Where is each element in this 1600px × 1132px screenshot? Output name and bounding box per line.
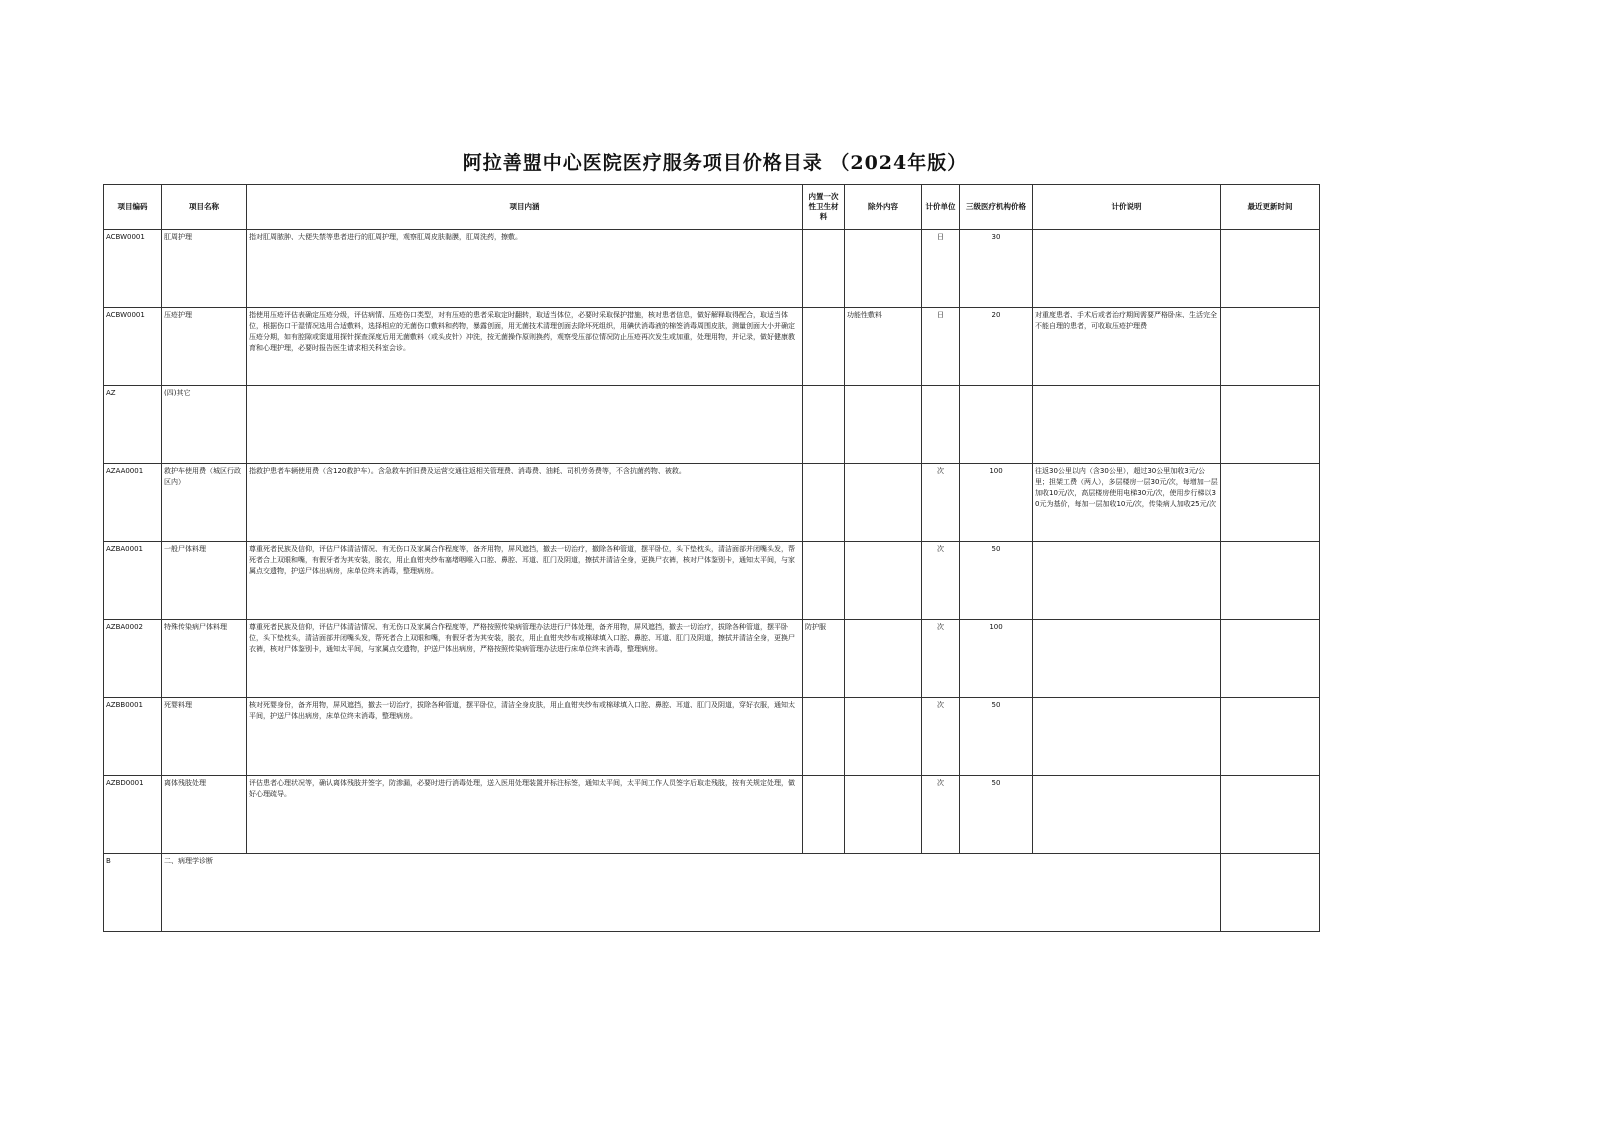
cell-materials — [803, 230, 845, 308]
page-title: 阿拉善盟中心医院医疗服务项目价格目录 （2024年版） — [462, 152, 968, 174]
cell-code: AZBD0001 — [104, 776, 162, 854]
cell-code: ACBW0001 — [104, 308, 162, 386]
cell-content: 尊重死者民族及信仰，评估尸体清洁情况、有无伤口及家属合作程度等，备齐用物，屏风遮挡，撤去一切治疗，撤除各种管道，摆平卧位，头下垫枕头，清洁面部并闭嘴头发，帮死者合上双眼和嘴，有假牙者为其安装，脱衣，用止血钳夹纱布塞堵咽喉入口腔、鼻腔、耳道、肛门及阴道，擦拭并清洁全身，更换尸衣裤，核对尸体鉴别卡，通知太平间，与家属点交遗物，护送尸体出病房，床单位终末消毒，整理病房。 — [247, 542, 803, 620]
cell-name: (四)其它 — [162, 386, 247, 464]
cell-price: 100 — [960, 464, 1033, 542]
cell-notes — [1033, 620, 1221, 698]
cell-name: 肛周护理 — [162, 230, 247, 308]
cell-content: 尊重死者民族及信仰，评估尸体清洁情况、有无伤口及家属合作程度等，严格按照传染病管理办法进行尸体处理，备齐用物，屏风遮挡，撤去一切治疗，拔除各种管道，摆平卧位，头下垫枕头，清洁面部并闭嘴头发，帮死者合上双眼和嘴，有假牙者为其安装，脱衣，用止血钳夹纱布或棉球填入口腔、鼻腔、耳道、肛门及阴道，擦拭并清洁全身，更换尸衣裤，核对尸体鉴别卡，通知太平间，与家属点交遗物，护送尸体出病房，严格按照传染病管理办法进行床单位终末消毒，整理病房。 — [247, 620, 803, 698]
header-unit: 计价单位 — [922, 185, 960, 230]
cell-updated — [1221, 230, 1320, 308]
section-title: 二、病理学诊断 — [162, 854, 1221, 932]
cell-exclusions — [845, 386, 922, 464]
cell-content: 指救护患者车辆使用费（含120救护车）。含急救车折旧费及运营交通往返相关管理费、消毒费、油耗、司机劳务费等，不含抗菌药物、被救。 — [247, 464, 803, 542]
cell-content — [247, 386, 803, 464]
cell-content: 指对肛周脓肿、大便失禁等患者进行的肛周护理，观察肛周皮肤黏膜，肛周洗药，擦敷。 — [247, 230, 803, 308]
cell-materials: 防护服 — [803, 620, 845, 698]
header-price: 三级医疗机构价格 — [960, 185, 1033, 230]
cell-updated — [1221, 620, 1320, 698]
cell-notes: 往返30公里以内（含30公里），超过30公里加收3元/公里；担架工费（两人），多层楼房一层30元/次，每增加一层加收10元/次，高层楼房使用电梯30元/次，使用步行梯以30元为基价，每加一层加收10元/次，传染病人加收25元/次 — [1033, 464, 1221, 542]
cell-code: ACBW0001 — [104, 230, 162, 308]
cell-materials — [803, 464, 845, 542]
cell-materials — [803, 776, 845, 854]
cell-price: 50 — [960, 698, 1033, 776]
cell-unit — [922, 386, 960, 464]
cell-content: 指使用压疮评估表确定压疮分级，评估病情、压疮伤口类型，对有压疮的患者采取定时翻转，取适当体位，必要时采取保护措施，核对患者信息，做好解释取得配合，取适当体位，根据伤口干湿情况选用合适敷料，选择相应的无菌伤口敷料和药物，暴露创面，用无菌技术清理创面去除坏死组织，用碘伏消毒液的棉签消毒周围皮肤，测量创面大小并确定压疮分期，如有腔隙或窦道用探针探查深度后用无菌敷料（或头皮针）冲洗，按无菌操作原则换药，观察受压部位情况防止压疮再次发生或加重，处理用物，并记录，做好健康教育和心理护理，必要时报告医生请求相关科室会诊。 — [247, 308, 803, 386]
cell-notes — [1033, 230, 1221, 308]
cell-unit: 次 — [922, 542, 960, 620]
cell-unit: 次 — [922, 620, 960, 698]
cell-name: 特殊传染病尸体料理 — [162, 620, 247, 698]
cell-exclusions — [845, 542, 922, 620]
cell-price: 20 — [960, 308, 1033, 386]
cell-unit: 次 — [922, 698, 960, 776]
cell-code: AZBB0001 — [104, 698, 162, 776]
cell-name: 一般尸体料理 — [162, 542, 247, 620]
cell-notes: 对重度患者、手术后或者治疗期间需要严格卧床、生活完全不能自理的患者，可收取压疮护理费 — [1033, 308, 1221, 386]
cell-updated — [1221, 542, 1320, 620]
cell-exclusions — [845, 230, 922, 308]
table-row — [104, 308, 1320, 386]
cell-materials — [803, 386, 845, 464]
cell-code: AZBA0001 — [104, 542, 162, 620]
cell-notes — [1033, 776, 1221, 854]
cell-materials — [803, 542, 845, 620]
cell-code: AZ — [104, 386, 162, 464]
cell-content: 评估患者心理状况等，确认离体残肢并签字，防渗漏，必要时进行消毒处理，送入医用处理装置并标注标签，通知太平间，太平间工作人员签字后取走残肢，按有关规定处理，做好心理疏导。 — [247, 776, 803, 854]
table-row — [104, 464, 1320, 542]
header-name: 项目名称 — [162, 185, 247, 230]
cell-exclusions — [845, 464, 922, 542]
header-code: 项目编码 — [104, 185, 162, 230]
header-materials: 内置一次性卫生材料 — [803, 185, 845, 230]
cell-exclusions — [845, 620, 922, 698]
cell-name: 离体残肢处理 — [162, 776, 247, 854]
table-row — [104, 230, 1320, 308]
cell-exclusions: 功能性敷料 — [845, 308, 922, 386]
table-row — [104, 776, 1320, 854]
table-row — [104, 386, 1320, 464]
cell-name: 救护车使用费（城区行政区内） — [162, 464, 247, 542]
cell-price: 50 — [960, 542, 1033, 620]
header-exclusions: 除外内容 — [845, 185, 922, 230]
table-row — [104, 620, 1320, 698]
cell-materials — [803, 308, 845, 386]
cell-unit: 日 — [922, 308, 960, 386]
cell-name: 压疮护理 — [162, 308, 247, 386]
cell-price — [960, 386, 1033, 464]
cell-code: AZAA0001 — [104, 464, 162, 542]
table-row — [104, 698, 1320, 776]
header-notes: 计价说明 — [1033, 185, 1221, 230]
cell-updated — [1221, 386, 1320, 464]
cell-price: 100 — [960, 620, 1033, 698]
table-row — [104, 542, 1320, 620]
cell-updated — [1221, 308, 1320, 386]
cell-notes — [1033, 386, 1221, 464]
cell-notes — [1033, 542, 1221, 620]
header-updated: 最近更新时间 — [1221, 185, 1320, 230]
section-row — [104, 854, 1320, 932]
cell-materials — [803, 698, 845, 776]
cell-price: 30 — [960, 230, 1033, 308]
cell-code: AZBA0002 — [104, 620, 162, 698]
cell-updated — [1221, 776, 1320, 854]
price-table — [103, 184, 1320, 932]
cell-content: 核对死婴身份，备齐用物，屏风遮挡，撤去一切治疗，拔除各种管道，摆平卧位，清洁全身皮肤，用止血钳夹纱布或棉球填入口腔、鼻腔、耳道、肛门及阴道，穿好衣服，通知太平间，护送尸体出病房，床单位终末消毒，整理病房。 — [247, 698, 803, 776]
cell-updated — [1221, 854, 1320, 932]
cell-name: 死婴料理 — [162, 698, 247, 776]
table-header-row — [104, 185, 1320, 230]
cell-exclusions — [845, 776, 922, 854]
cell-unit: 日 — [922, 230, 960, 308]
cell-notes — [1033, 698, 1221, 776]
cell-exclusions — [845, 698, 922, 776]
cell-updated — [1221, 698, 1320, 776]
cell-code: B — [104, 854, 162, 932]
cell-unit: 次 — [922, 464, 960, 542]
cell-price: 50 — [960, 776, 1033, 854]
cell-unit: 次 — [922, 776, 960, 854]
cell-updated — [1221, 464, 1320, 542]
header-content: 项目内涵 — [247, 185, 803, 230]
